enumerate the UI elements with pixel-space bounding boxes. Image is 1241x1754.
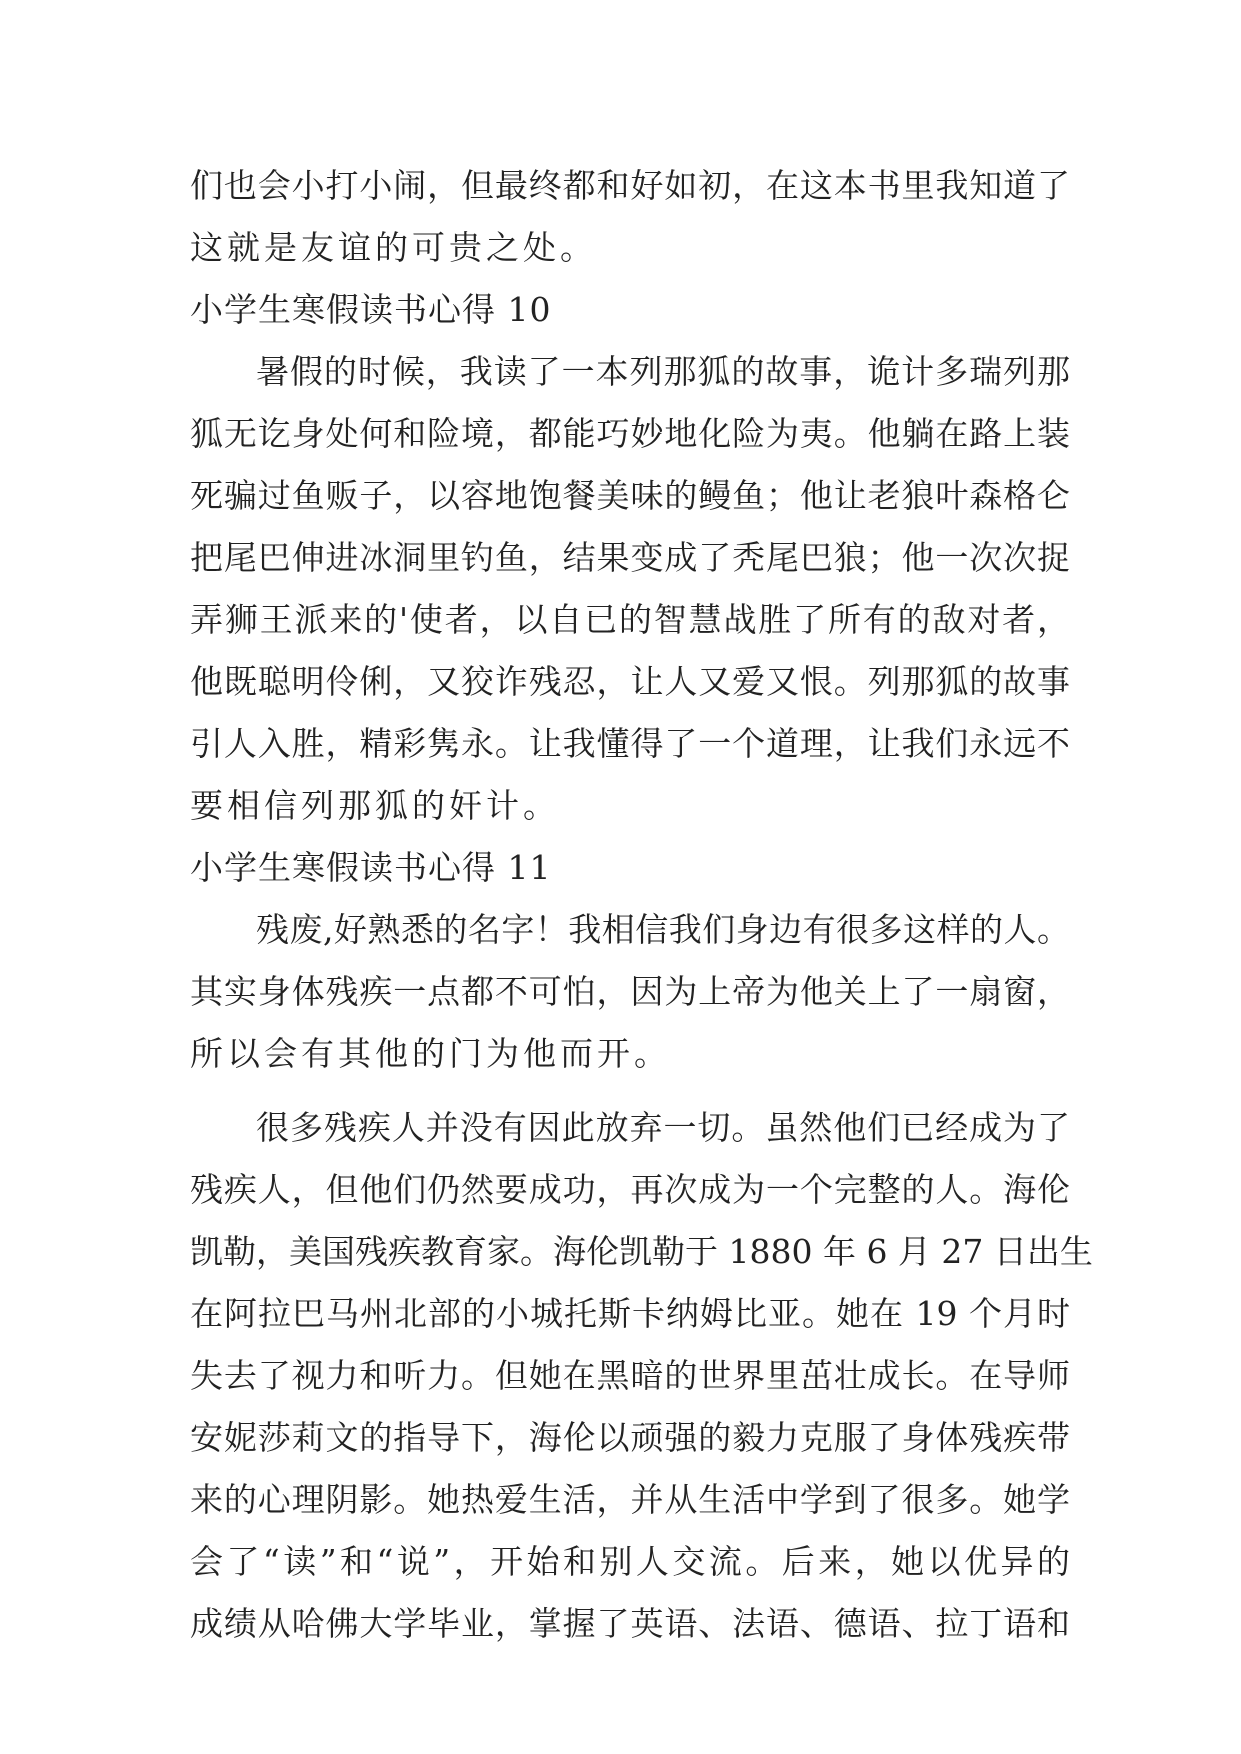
text-line: 成绩从哈佛大学毕业，掌握了英语、法语、德语、拉丁语和 (190, 1604, 1070, 1643)
text-line: 要相信列那狐的奸计。 (190, 786, 560, 825)
text-line: 来的心理阴影。她热爱生活，并从生活中学到了很多。她学 (190, 1480, 1070, 1519)
text-line: 安妮莎莉文的指导下，海伦以顽强的毅力克服了身体残疾带 (190, 1418, 1070, 1457)
text-line: 把尾巴伸进冰洞里钓鱼，结果变成了秃尾巴狼；他一次次捉 (190, 538, 1070, 577)
text-line: 暑假的时候，我读了一本列那狐的故事，诡计多瑞列那 (256, 352, 1070, 391)
paragraph (190, 899, 1070, 1085)
text-line: 们也会小打小闹，但最终都和好如初，在这本书里我知道了 (190, 166, 1070, 205)
text-line: 其实身体残疾一点都不可怕，因为上帝为他关上了一扇窗， (190, 972, 1070, 1011)
text-line: 所以会有其他的门为他而开。 (190, 1034, 671, 1073)
text-line: 狐无讫身处何和险境，都能巧妙地化险为夷。他躺在路上装 (190, 414, 1070, 453)
text-line: 失去了视力和听力。但她在黑暗的世界里茁壮成长。在导师 (190, 1356, 1070, 1395)
paragraph (190, 341, 1070, 837)
text-line: 会了“读”和“说”，开始和别人交流。后来，她以优异的 (190, 1542, 1070, 1581)
text-line: 很多残疾人并没有因此放弃一切。虽然他们已经成为了 (256, 1108, 1070, 1147)
paragraph-continuation (190, 155, 1070, 279)
text-line: 弄狮王派来的'使者，以自已的智慧战胜了所有的敌对者， (190, 600, 1070, 639)
text-line: 他既聪明伶俐，又狡诈残忍，让人又爱又恨。列那狐的故事 (190, 662, 1070, 701)
text-line: 引人入胜，精彩隽永。让我懂得了一个道理，让我们永远不 (190, 724, 1070, 763)
section-heading: 小学生寒假读书心得 10 (190, 290, 552, 329)
text-line: 凯勒，美国残疾教育家。海伦凯勒于 1880 年 6 月 27 日出生 (190, 1232, 1093, 1271)
section-heading: 小学生寒假读书心得 11 (190, 848, 552, 887)
text-line: 残疾人，但他们仍然要成功，再次成为一个完整的人。海伦 (190, 1170, 1070, 1209)
text-line: 在阿拉巴马州北部的小城托斯卡纳姆比亚。她在 19 个月时 (190, 1294, 1070, 1333)
text-line: 这就是友谊的可贵之处。 (190, 228, 597, 267)
text-line: 死骗过鱼贩子，以容地饱餐美味的鳗鱼；他让老狼叶森格仑 (190, 476, 1070, 515)
paragraph (190, 1097, 1093, 1655)
document-body (190, 155, 1093, 1655)
text-line: 残废,好熟悉的名字！我相信我们身边有很多这样的人。 (256, 910, 1070, 949)
